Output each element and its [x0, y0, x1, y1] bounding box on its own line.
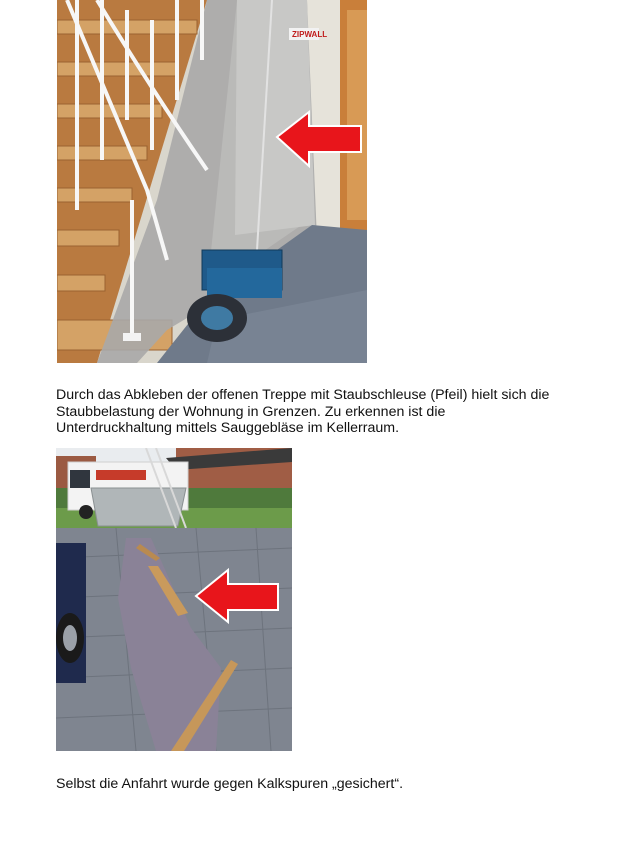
caption-dust-barrier: [56, 387, 616, 437]
caption-line: Unterdruckhaltung mittels Sauggebläse im Kellerraum.: [56, 420, 400, 437]
caption-line: Staubbelastung der Wohnung in Grenzen. Zu erkennen ist die: [56, 403, 446, 420]
brand-label: ZIPWALL: [292, 30, 328, 39]
driveway-fleece-photo: [56, 448, 292, 751]
caption-line: Durch das Abkleben der offenen Treppe mit Staubschleuse (Pfeil) hielt sich die: [56, 387, 550, 403]
stair-dust-barrier-photo: [57, 0, 367, 363]
caption-driveway: [56, 776, 616, 793]
caption-line: Selbst die Anfahrt wurde gegen Kalkspuren „gesichert“.: [56, 776, 404, 792]
